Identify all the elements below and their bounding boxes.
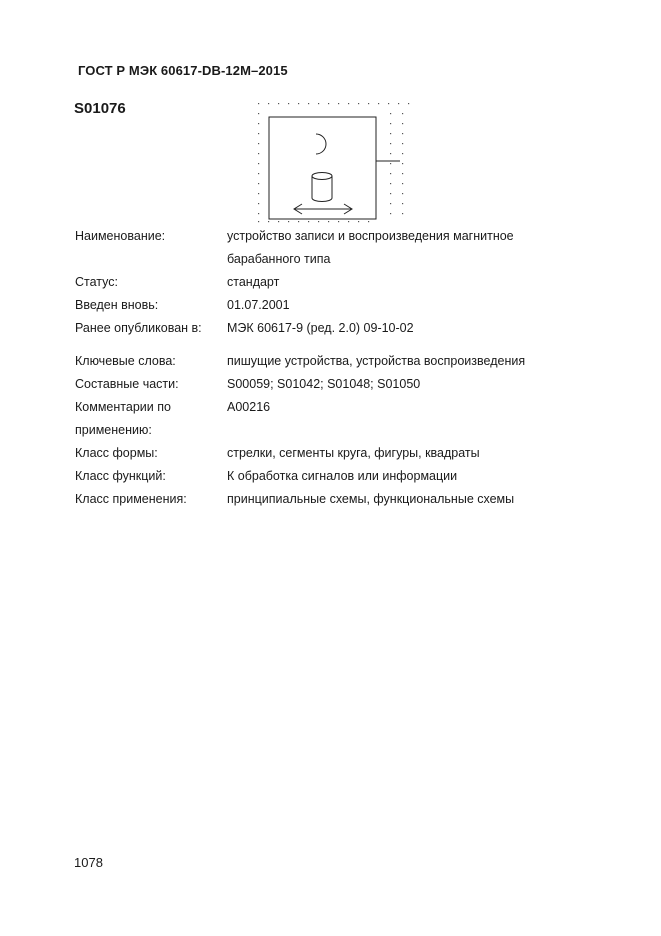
grid-dot [358,103,359,104]
grid-dot [402,183,403,184]
grid-dot [390,173,391,174]
grid-dot [258,183,259,184]
field-previously-published [75,317,595,340]
grid-dot [258,221,259,222]
grid-dot [402,123,403,124]
field-value: A00216 [227,400,271,414]
grid-dot [258,173,259,174]
field-label: Класс функций: [75,469,166,483]
field-value: S00059; S01042; S01048; S01050 [227,377,421,391]
grid-dot [308,103,309,104]
field-function-class [75,465,595,488]
field-introduced [75,294,595,317]
grid-dot [298,221,299,222]
grid-dot [402,163,403,164]
grid-dot [402,143,403,144]
grid-dot [390,183,391,184]
grid-dot [308,221,309,222]
symbol-arc [316,134,326,154]
grid-dot [258,133,259,134]
grid-dot [398,103,399,104]
field-shape-class [75,442,595,465]
symbol-code: S01076 [74,100,126,117]
field-label: Наименование: [75,229,166,243]
grid-dot [390,163,391,164]
symbol-square [269,117,376,219]
page-number: 1078 [74,855,103,870]
grid-dot [258,213,259,214]
field-label: Статус: [75,275,118,289]
grid-dot [390,133,391,134]
field-label: Составные части: [75,377,179,391]
grid-dot [328,103,329,104]
field-label-line: Комментарии по [75,400,171,414]
field-label: Класс формы: [75,446,158,460]
grid-dot [258,203,259,204]
field-label: Ранее опубликован в: [75,321,202,335]
grid-dot [258,123,259,124]
field-application-notes [75,396,595,442]
grid-dot [368,103,369,104]
grid-dot [278,103,279,104]
grid-dot [390,213,391,214]
grid-dot [258,153,259,154]
field-value-line: барабанного типа [227,252,331,266]
grid-dot [338,221,339,222]
grid-dot [268,103,269,104]
grid-dot [388,103,389,104]
grid-dot [348,103,349,104]
grid-dot [298,103,299,104]
grid-dot [390,203,391,204]
symbol-properties [75,225,595,511]
field-name [75,225,595,271]
grid-dot [378,103,379,104]
field-value [227,225,595,271]
field-label-line: применению: [75,423,152,437]
field-label: Ключевые слова: [75,354,176,368]
grid-dot [390,123,391,124]
symbol-drum-top [312,173,332,180]
field-keywords [75,350,595,373]
grid-dot [258,143,259,144]
field-status [75,271,595,294]
grid-dot [368,221,369,222]
grid-dot [358,221,359,222]
field-label: Введен вновь: [75,298,159,312]
grid-dot [278,221,279,222]
field-components [75,373,595,396]
grid-dot [258,193,259,194]
grid-dot [390,193,391,194]
grid-dot [390,153,391,154]
grid-dot [348,221,349,222]
grid-dot [402,133,403,134]
field-value: стандарт [227,275,280,289]
grid-dot [408,103,409,104]
field-value: К обработка сигналов или информации [227,469,458,483]
field-value: стрелки, сегменты круга, фигуры, квадраты [227,446,480,460]
field-label: Класс применения: [75,492,187,506]
grid-dot [402,153,403,154]
grid-dot [402,173,403,174]
grid-dot [390,143,391,144]
grid-dot [268,221,269,222]
grid-dot [318,221,319,222]
grid-dot [402,113,403,114]
field-value: МЭК 60617-9 (ред. 2.0) 09-10-02 [227,321,414,335]
field-label [75,396,227,442]
field-value: принципиальные схемы, функциональные схемы [227,492,515,506]
grid-dot [402,193,403,194]
field-value-line: устройство записи и воспроизведения магнитное [227,229,514,243]
grid-dot [258,103,259,104]
grid-dot [288,103,289,104]
field-application-class [75,488,595,511]
grid-dot [328,221,329,222]
grid-dot [258,163,259,164]
grid-dot [402,213,403,214]
grid-dot [338,103,339,104]
grid-dot [390,113,391,114]
grid-dot [318,103,319,104]
grid-dot [288,221,289,222]
field-value: пишущие устройства, устройства воспроизведения [227,354,526,368]
standard-title: ГОСТ Р МЭК 60617-DB-12M–2015 [78,63,288,78]
symbol-drum-bottom [312,198,332,201]
field-value: 01.07.2001 [227,298,290,312]
magnetic-drum-symbol-icon [250,97,420,227]
grid-dot [402,203,403,204]
symbol-grid-dots [258,103,409,222]
grid-dot [258,113,259,114]
